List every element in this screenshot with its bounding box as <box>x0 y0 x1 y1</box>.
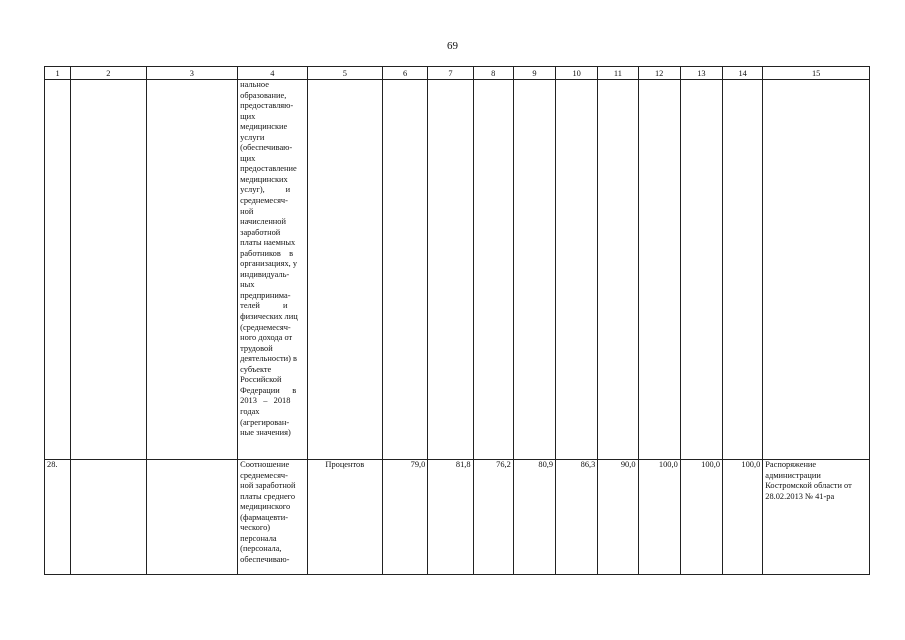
column-header: 10 <box>556 67 598 80</box>
source-line: Костромской области от <box>765 481 852 491</box>
row-number: 28. <box>45 460 71 575</box>
cell-empty <box>513 80 555 460</box>
cell-empty <box>680 80 722 460</box>
table-row-28 <box>45 460 870 575</box>
cell-empty <box>383 80 428 460</box>
description-line: деятельности) в <box>240 354 297 364</box>
column-header: 11 <box>598 67 638 80</box>
cell-empty <box>146 80 238 460</box>
description-line: работников в <box>240 248 294 258</box>
unit-cell: Процентов <box>307 460 382 575</box>
column-header: 12 <box>638 67 680 80</box>
cell-empty <box>598 80 638 460</box>
source-line: Распоряжение <box>765 460 817 469</box>
description-line: начисленной <box>240 217 286 227</box>
description-line: предоставляю- <box>240 101 294 111</box>
description-line: (обеспечиваю- <box>240 143 293 153</box>
description-line: среднемесяч- <box>240 196 288 206</box>
cell-empty <box>556 80 598 460</box>
column-header: 9 <box>513 67 555 80</box>
column-header: 15 <box>763 67 870 80</box>
description-line: услуг), и <box>240 185 291 195</box>
cell-empty <box>71 460 146 575</box>
description-line: услуги <box>240 132 265 142</box>
description-line: индивидуаль- <box>240 269 290 279</box>
column-header: 4 <box>238 67 307 80</box>
description-line: организациях, у <box>240 259 298 269</box>
indicator-description-cell <box>238 460 307 575</box>
description-line: ной <box>240 206 254 216</box>
column-header: 6 <box>383 67 428 80</box>
description-line: платы наемных <box>240 238 296 248</box>
value-cell: 81,8 <box>428 460 473 575</box>
column-header: 1 <box>45 67 71 80</box>
column-header: 3 <box>146 67 238 80</box>
cell-empty <box>763 80 870 460</box>
description-line: персонала <box>240 533 277 543</box>
description-line: трудовой <box>240 343 273 353</box>
cell-empty <box>428 80 473 460</box>
description-line: ных <box>240 280 255 290</box>
column-header: 2 <box>71 67 146 80</box>
table-row-continued <box>45 80 870 460</box>
description-line: Соотношение <box>240 460 290 469</box>
description-line: ной заработной <box>240 481 296 491</box>
cell-empty <box>146 460 238 575</box>
description-line: ного дохода от <box>240 333 293 343</box>
description-line: (фармацевти- <box>240 512 288 522</box>
column-header: 5 <box>307 67 382 80</box>
indicator-table <box>44 66 870 575</box>
description-line: физических лиц <box>240 312 298 322</box>
description-line: нальное <box>240 80 269 89</box>
description-line: предоставление <box>240 164 297 174</box>
value-cell: 86,3 <box>556 460 598 575</box>
value-cell: 90,0 <box>598 460 638 575</box>
description-line: обеспечиваю- <box>240 554 290 564</box>
indicator-description-cell <box>238 80 307 460</box>
description-line: медицинские <box>240 122 288 132</box>
page-number: 69 <box>447 40 458 52</box>
column-header: 14 <box>723 67 763 80</box>
description-line: предпринима- <box>240 290 291 300</box>
cell-empty <box>473 80 513 460</box>
cell-empty <box>723 80 763 460</box>
value-cell: 79,0 <box>383 460 428 575</box>
value-cell: 100,0 <box>680 460 722 575</box>
description-line: образование, <box>240 90 287 100</box>
cell-empty <box>71 80 146 460</box>
description-line: телей и <box>240 301 288 311</box>
column-header: 8 <box>473 67 513 80</box>
description-line: среднемесяч- <box>240 470 288 480</box>
description-line: заработной <box>240 227 281 237</box>
column-header: 7 <box>428 67 473 80</box>
value-cell: 80,9 <box>513 460 555 575</box>
description-line: (среднемесяч- <box>240 322 291 332</box>
description-line: годах <box>240 406 260 416</box>
description-line: (персонала, <box>240 544 282 554</box>
description-line: субъекте <box>240 364 272 374</box>
description-line: ческого) <box>240 523 271 533</box>
header-row <box>45 67 870 80</box>
description-line: щих <box>240 153 256 163</box>
value-cell: 76,2 <box>473 460 513 575</box>
cell-empty <box>638 80 680 460</box>
column-header: 13 <box>680 67 722 80</box>
description-line: 2013 – 2018 <box>240 396 291 406</box>
description-line: ные значения) <box>240 428 291 438</box>
source-document-cell <box>763 460 870 575</box>
cell-empty <box>45 80 71 460</box>
description-line: Российской <box>240 375 282 385</box>
description-line: медицинского <box>240 502 291 512</box>
description-line: медицинских <box>240 174 288 184</box>
description-line: платы среднего <box>240 491 296 501</box>
cell-empty <box>307 80 382 460</box>
description-line: щих <box>240 111 256 121</box>
value-cell: 100,0 <box>638 460 680 575</box>
description-line: Федерации в <box>240 385 297 395</box>
source-line: 28.02.2013 № 41-ра <box>765 491 835 501</box>
value-cell: 100,0 <box>723 460 763 575</box>
description-line: (агрегирован- <box>240 417 290 427</box>
source-line: администрации <box>765 470 821 480</box>
